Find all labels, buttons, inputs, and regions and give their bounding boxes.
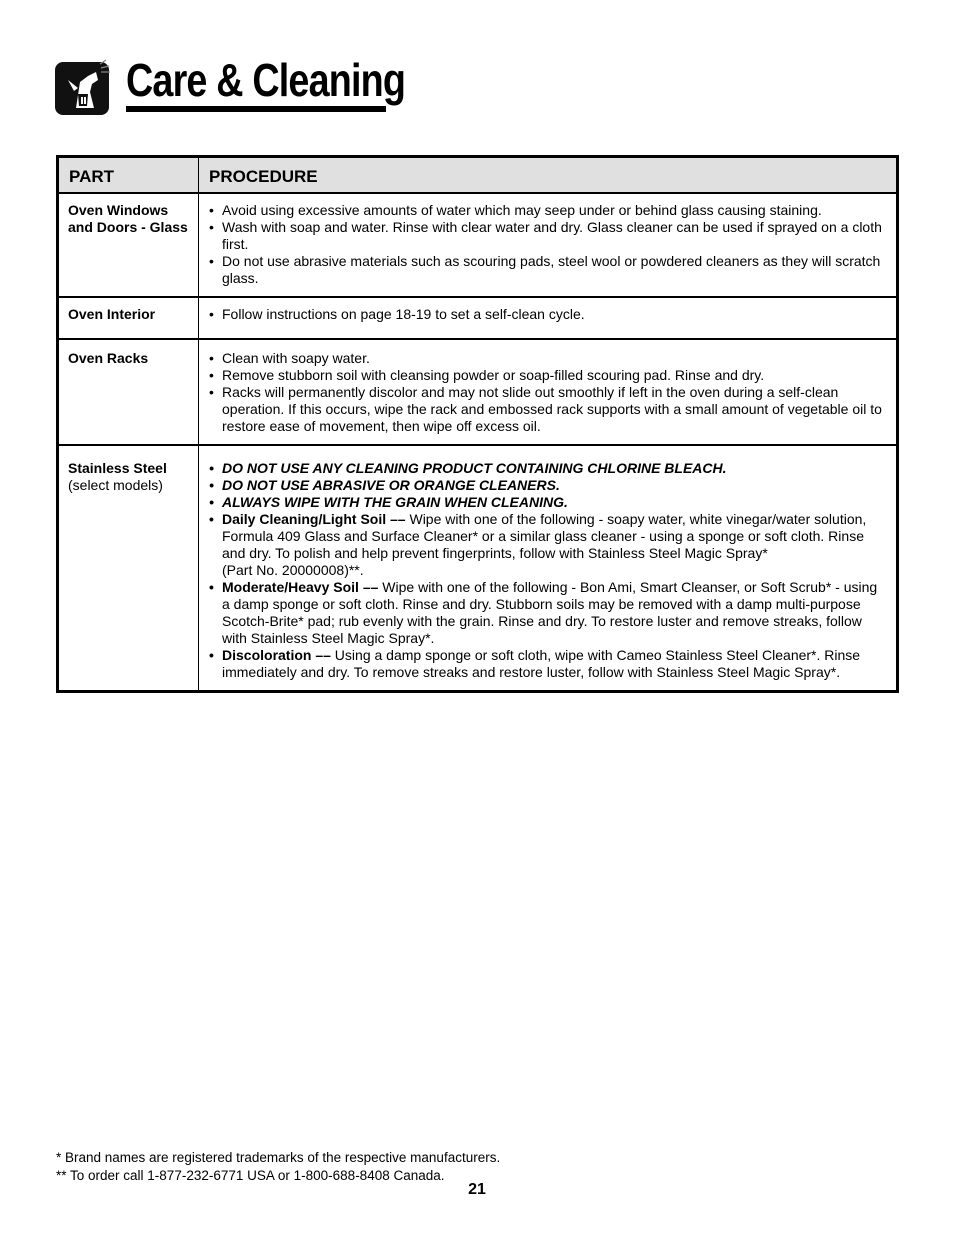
item-text: Wipe with one of the following - Bon Ami, Smart Cleanser, or Soft Scrub* - using a damp sponge or soft cloth. Rinse and dry. Stubborn soils may be removed with a damp multi-purpose Scotch-Brite* pad; rub evenly with the grain. Rinse and dry. To restore luster and remove streaks, follow with Stainless Steel Magic Spray*. bbox=[222, 579, 878, 646]
table-row bbox=[58, 445, 898, 692]
table-header-row bbox=[58, 157, 898, 194]
page-header bbox=[54, 52, 406, 116]
page-title: Care & Cleaning bbox=[126, 54, 406, 106]
item-text-part-no: (Part No. 20000008)**. bbox=[222, 562, 364, 578]
table-row bbox=[58, 193, 898, 297]
part-sublabel: (select models) bbox=[68, 477, 163, 493]
list-item: • Do not use abrasive materials such as scouring pads, steel wool or powdered cleaners as they will scratch glass. bbox=[208, 253, 887, 287]
list-item: • Follow instructions on page 18-19 to set a self-clean cycle. bbox=[208, 306, 887, 323]
table-row bbox=[58, 297, 898, 339]
list-item: • Racks will permanently discolor and may not slide out smoothly if left in the oven during a self-clean operation. If this occurs, wipe the rack and embossed rack supports with a small amount of vegetable oil to restore ease of movement, then wipe off excess oil. bbox=[208, 384, 887, 435]
part-cell: Oven Windows and Doors - Glass bbox=[58, 193, 199, 297]
procedure-list bbox=[208, 460, 887, 681]
procedure-list bbox=[208, 306, 887, 323]
list-item: • Remove stubborn soil with cleansing powder or soap-filled scouring pad. Rinse and dry. bbox=[208, 367, 887, 384]
warning-item: • DO NOT USE ABRASIVE OR ORANGE CLEANERS. bbox=[208, 477, 887, 494]
list-item: • Wash with soap and water. Rinse with clear water and dry. Glass cleaner can be used if sprayed on a cloth first. bbox=[208, 219, 887, 253]
footnote: * Brand names are registered trademarks of the respective manufacturers. bbox=[56, 1150, 501, 1165]
procedure-cell bbox=[199, 445, 898, 692]
procedure-list bbox=[208, 202, 887, 287]
item-lead: Moderate/Heavy Soil –– bbox=[222, 579, 379, 595]
list-item bbox=[208, 647, 887, 681]
procedure-cell bbox=[199, 339, 898, 445]
warning-item: • DO NOT USE ANY CLEANING PRODUCT CONTAINING CHLORINE BLEACH. bbox=[208, 460, 887, 477]
list-item: • Avoid using excessive amounts of water which may seep under or behind glass causing staining. bbox=[208, 202, 887, 219]
footnotes bbox=[56, 1149, 500, 1185]
list-item bbox=[208, 579, 887, 647]
item-lead: Daily Cleaning/Light Soil –– bbox=[222, 511, 406, 527]
header-part: PART bbox=[58, 157, 199, 194]
table-row bbox=[58, 339, 898, 445]
item-lead: Discoloration –– bbox=[222, 647, 331, 663]
part-cell: Oven Interior bbox=[58, 297, 199, 339]
care-table bbox=[56, 155, 899, 693]
warning-item: • ALWAYS WIPE WITH THE GRAIN WHEN CLEANING. bbox=[208, 494, 887, 511]
part-cell: Oven Racks bbox=[58, 339, 199, 445]
item-text: Wipe with one of the following - soapy water, white vinegar/water solution, Formula 409 Glass and Surface Cleaner* or a similar glass cleaner - using a sponge or soft cloth. Rinse and dry. To polish and help prevent fingerprints, follow with Stainless Steel Magic Spray* bbox=[222, 511, 867, 561]
part-label: Stainless Steel bbox=[68, 460, 167, 476]
list-item: • Clean with soapy water. bbox=[208, 350, 887, 367]
footnote: ** To order call 1-877-232-6771 USA or 1-800-688-8408 Canada. bbox=[56, 1168, 445, 1183]
page-number: 21 bbox=[468, 1181, 486, 1198]
header-procedure: PROCEDURE bbox=[199, 157, 898, 194]
list-item bbox=[208, 511, 887, 579]
item-text: Using a damp sponge or soft cloth, wipe with Cameo Stainless Steel Cleaner*. Rinse immediately and dry. To remove streaks and restore luster, follow with Stainless Steel Magic Spray*. bbox=[222, 647, 861, 680]
part-cell bbox=[58, 445, 199, 692]
procedure-list bbox=[208, 350, 887, 435]
procedure-cell bbox=[199, 193, 898, 297]
procedure-cell bbox=[199, 297, 898, 339]
spray-bottle-icon bbox=[54, 58, 112, 116]
title-underline bbox=[126, 106, 386, 112]
